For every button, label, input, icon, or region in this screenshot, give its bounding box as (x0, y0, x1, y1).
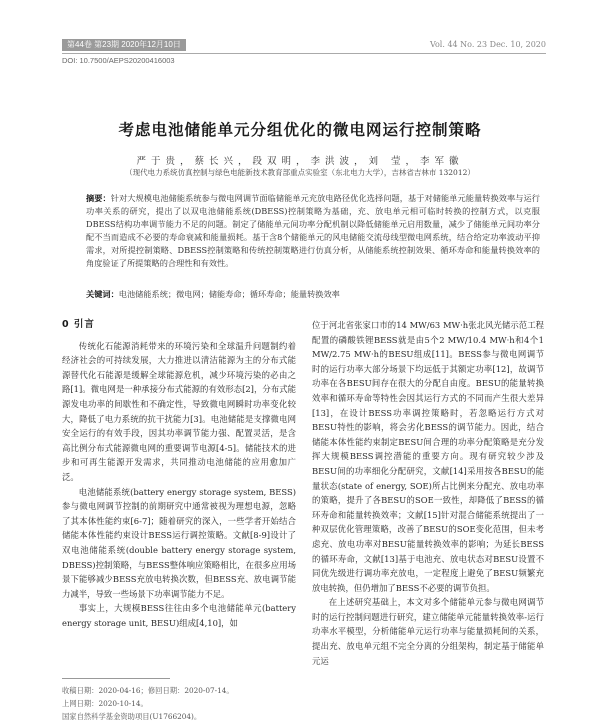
keywords-text: 电池储能系统；微电网；储能寿命；循环寿命；能量转换效率 (118, 289, 340, 299)
journal-issue-badge: 第44卷 第23期 2020年12月10日 (62, 39, 186, 51)
footnote-received: 收稿日期：2020-04-16；修回日期：2020-07-14。 (62, 686, 234, 695)
intro-paragraph-4: 位于河北省张家口市的14 MW/63 MW·h张北风光储示范工程配置的磷酸铁锂BESS就是由5个2 MW/10.4 MW·h和4个1 MW/2.75 MW·h的BESU组成[11]。BESS参与微电网调节时的运行功率大部分场景下均远低于其额定功率[12]，故调节功率在各BESU间存在很大的分配自由度。BESU的能量转换效率和循环寿命等特性会因其运行方式的不同而产生很大差异[13]，在设计BESS功率调控策略时，若忽略运行方式对BESU特性的影响，将会劣化BESS的调节能力。因此，结合储能本体性能约束制定BESU间合理的功率分配策略是充分发挥大规模BESS调控潜能的重要方向。现有研究较少涉及BESU间的功率细化分配研究，文献[14]采用按各BESU的能量状态(state of energy, SOE)所占比例来分配充、放电功率的策略，提升了各BESU的SOE一致性，却降低了BESS的循环寿命和能量转换效率；文献[15]针对混合储能系统提出了一种双层优化管理策略，改善了BESU的SOE变化范围，但未考虑充、放电功率对BESU能量转换效率的影响；为延长BESS的循环寿命，文献[13]基于电池充、放电状态对BESU设置不同优先级进行调功率充放电，一定程度上避免了BESU频繁充放电转换，但仍增加了BESS不必要的调节负担。 (312, 320, 544, 593)
abstract-text: 针对大规模电池储能系统参与微电网调节面临储能单元充放电路径优化选择问题，基于对储能单元能量转换效率与运行功率关系的研究，提出了以双电池储能系统(DBESS)控制策略为基础，充、放电单元相可临时转换的控制方式，以克服DBESS结构功率调节能力不足的问题。制定了储能单元间功率分配机制以降低储能单元启用数量，减少了储能单元间功率分配不当而造成不必要的寿命衰减和能量损耗。基于含8个储能单元的风电储能交流母线型微电网系统，结合给定功率波动平抑需求，对所提控制策略、DBESS控制策略和传统控制策略进行仿真分析，从储能系统控制效果、循环寿命和能量转换效率的角度验证了所提策略的合理性和有效性。 (86, 193, 540, 269)
footnotes (62, 684, 302, 723)
footnote-fund: 国家自然科学基金资助项目(U1766204)。 (62, 712, 202, 721)
affiliation: （现代电力系统仿真控制与绿色电能新技术教育部重点实验室（东北电力大学），吉林省吉林市 132012） (125, 168, 475, 177)
author-list: 严于贵，蔡长兴，段双明，李洪波，刘 莹，李军徽 (136, 156, 464, 167)
footnote-divider (62, 678, 170, 679)
keywords-label: 关键词： (86, 289, 119, 299)
journal-issue-en: Vol. 44 No. 23 Dec. 10, 2020 (429, 40, 546, 49)
abstract-label: 摘要： (86, 193, 111, 203)
doi: DOI: 10.7500/AEPS20200416003 (62, 56, 175, 65)
footnote-online: 上网日期：2020-10-14。 (62, 699, 148, 708)
section-heading-intro: 0 引言 (62, 319, 95, 330)
paper-title: 考虑电池储能单元分组优化的微电网运行控制策略 (118, 121, 482, 139)
intro-paragraph-3: 事实上，大规模BESS往往由多个电池储能单元(battery energy storage unit, BESU)组成[4,10]，如 (62, 603, 296, 628)
keywords (86, 288, 540, 300)
intro-paragraph-5: 在上述研究基础上，本文对多个储能单元参与微电网调节时的运行控制问题进行研究，建立储能单元能量转换效率-运行功率水平模型，分析储能单元运行功率与能量损耗间的关系，提出充、放电单元组不完全分离的分组架构，制定基于储能单元运 (312, 597, 544, 666)
abstract (86, 192, 540, 271)
header-divider (62, 53, 546, 54)
right-column (312, 318, 544, 668)
intro-paragraph-2: 电池储能系统(battery energy storage system, BESS)参与微电网调节控制的前期研究中通常被视为理想电源，忽略了其本体性能约束[6-7]；随着研究的深入，一些学者开始结合储能本体性能约束设计BESS运行调控策略。文献[8-9]设计了双电池储能系统(double battery energy storage system, DBESS)控制策略，与BESS整体响应策略相比，在很多应用场景下能够减少BESS充放电转换次数，但BESS充、放电调节能力减半，导致一些场景下功率调节能力不足。 (62, 486, 296, 599)
left-column (62, 318, 296, 630)
intro-paragraph-1: 传统化石能源消耗带来的环境污染和全球温升问题制约着经济社会的可持续发展，大力推进以清洁能源为主的分布式能源替代化石能源是缓解全球能源危机，减少环境污染的必由之路[1]。微电网是一种承接分布式能源的有效形态[2]，分布式能源发电功率的间歇性和不确定性，导致微电网瞬时功率变化较大，降低了电力系统的抗干扰能力[3]。电池储能是支撑微电网安全运行的有效手段，因其功率调节能力强、配置灵活，是含高比例分布式能源微电网的重要调节电源[4-5]。储能技术的进步和可再生能源开发需求，共同推动电池储能的应用愈加广泛。 (62, 340, 296, 482)
journal-header (62, 39, 546, 53)
